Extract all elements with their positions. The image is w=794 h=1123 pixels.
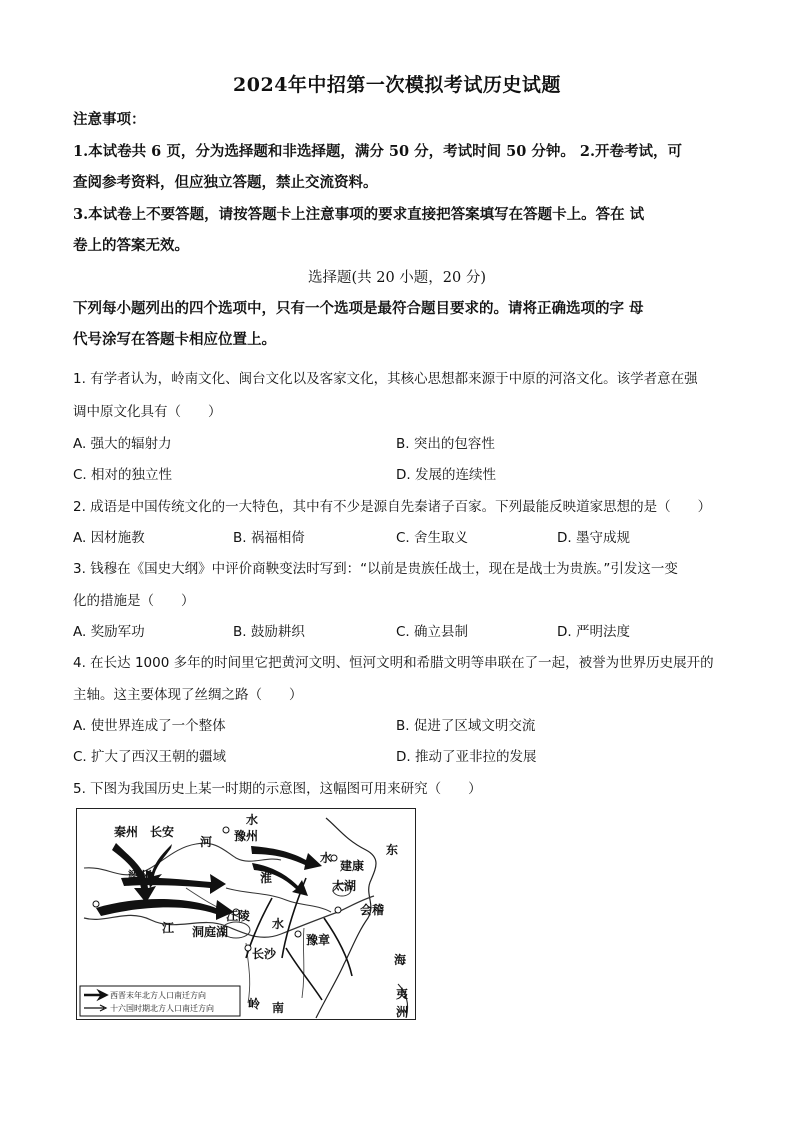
- city-dot-changsha: [245, 945, 251, 951]
- question-1-option-a[interactable]: A. 强大的辐射力: [73, 436, 172, 452]
- question-3-option-d[interactable]: D. 严明法度: [557, 624, 630, 640]
- label-shui-3: 水: [272, 917, 285, 931]
- label-qinzhou: 秦州: [114, 825, 139, 839]
- legend-item-sixteen: 十六国时期北方人口南迁方向: [110, 1004, 214, 1013]
- legend-item-westjin: 西晋末年北方人口南迁方向: [110, 991, 206, 1000]
- label-changsha: 长沙: [252, 947, 277, 961]
- label-kuaiji: 会稽: [360, 903, 385, 917]
- question-3-stem-2: 化的措施是（ ）: [73, 593, 195, 609]
- label-hai: 海: [394, 953, 407, 967]
- question-1-stem-1: 1. 有学者认为，岭南文化、闽台文化以及客家文化，其核心思想都来源于中原的河洛文化。该学者意在强: [73, 371, 698, 387]
- label-jiang: 江: [162, 921, 175, 935]
- label-jiankang: 建康: [340, 859, 365, 873]
- label-yi: 夷: [396, 987, 409, 1001]
- notice-heading: 注意事项：: [73, 111, 146, 128]
- map-legend: [80, 986, 240, 1016]
- exam-title: 2024年中招第一次模拟考试历史试题: [233, 74, 561, 96]
- notice-line-2: 查阅参考资料，但应独立答题，禁止交流资料。: [73, 174, 378, 191]
- question-2-option-d[interactable]: D. 墨守成规: [557, 530, 630, 546]
- label-liangzhou: 梁州: [128, 869, 153, 883]
- question-4-stem-2: 主轴。这主要体现了丝绸之路（ ）: [73, 687, 303, 703]
- label-yuzhou: 豫州: [234, 829, 259, 843]
- question-3-option-b[interactable]: B. 鼓励耕织: [233, 624, 305, 640]
- migration-map-svg: [76, 808, 416, 1020]
- question-4-option-d[interactable]: D. 推动了亚非拉的发展: [396, 749, 537, 765]
- question-2-option-b[interactable]: B. 祸福相倚: [233, 530, 305, 546]
- question-4-option-c[interactable]: C. 扩大了西汉王朝的疆域: [73, 749, 227, 765]
- city-dot-west: [93, 901, 99, 907]
- question-1-option-d[interactable]: D. 发展的连续性: [396, 467, 496, 483]
- migration-map: [76, 808, 416, 1020]
- city-dot-yuzhang: [295, 931, 301, 937]
- label-huai: 淮: [260, 871, 273, 885]
- label-yuzhang: 豫章: [306, 933, 331, 947]
- question-5-stem-1: 5. 下图为我国历史上某一时期的示意图，这幅图可用来研究（ ）: [73, 781, 482, 797]
- label-nan: 南: [272, 1001, 285, 1015]
- question-3-stem-1: 3. 钱穆在《国史大纲》中评价商鞅变法时写到：“以前是贵族任战士，现在是战士为贵族。”引发这一变: [73, 561, 678, 577]
- notice-line-4: 卷上的答案无效。: [73, 237, 189, 254]
- label-shui-1: 水: [246, 813, 259, 827]
- question-2-option-c[interactable]: C. 舍生取义: [396, 530, 469, 546]
- question-4-option-b[interactable]: B. 促进了区域文明交流: [396, 718, 536, 734]
- label-dong: 东: [386, 843, 399, 857]
- notice-line-3: 3.本试卷上不要答题，请按答题卡上注意事项的要求直接把答案填写在答题卡上。答在 试: [73, 206, 645, 223]
- label-shui-2: 水: [320, 851, 333, 865]
- question-2-option-a[interactable]: A. 因材施教: [73, 530, 145, 546]
- question-2-stem-1: 2. 成语是中国传统文化的一大特色，其中有不少是源自先秦诸子百家。下列最能反映道家思想的是（ ）: [73, 499, 712, 515]
- question-1-stem-2: 调中原文化具有（ ）: [73, 404, 222, 420]
- label-jiangling: 江陵: [226, 909, 251, 923]
- city-dot-kuaiji: [335, 907, 341, 913]
- notice-line-1: 1.本试卷共 6 页，分为选择题和非选择题，满分 50 分，考试时间 50 分钟。 2.开卷考试，可: [73, 143, 683, 160]
- label-ling: 岭: [248, 997, 261, 1011]
- section-title: 选择题(共 20 小题，20 分): [307, 270, 487, 286]
- city-dot-yuzhou: [223, 827, 229, 833]
- section-instruction-1: 下列每小题列出的四个选项中，只有一个选项是最符合题目要求的。请将正确选项的字 母: [73, 300, 644, 317]
- label-dongtinghu: 洞庭湖: [192, 925, 229, 939]
- question-4-stem-1: 4. 在长达 1000 多年的时间里它把黄河文明、恒河文明和希腊文明等串联在了一起，被誉为世界历史展开的: [73, 655, 714, 671]
- question-4-option-a[interactable]: A. 使世界连成了一个整体: [73, 718, 226, 734]
- question-1-option-c[interactable]: C. 相对的独立性: [73, 467, 173, 483]
- label-taihu: 太湖: [332, 879, 357, 893]
- question-1-option-b[interactable]: B. 突出的包容性: [396, 436, 495, 452]
- label-changan: 长安: [150, 825, 175, 839]
- label-he: 河: [200, 835, 213, 849]
- section-instruction-2: 代号涂写在答题卡相应位置上。: [73, 331, 276, 348]
- question-3-option-c[interactable]: C. 确立县制: [396, 624, 469, 640]
- question-3-option-a[interactable]: A. 奖励军功: [73, 624, 145, 640]
- label-zhou: 洲: [396, 1005, 409, 1019]
